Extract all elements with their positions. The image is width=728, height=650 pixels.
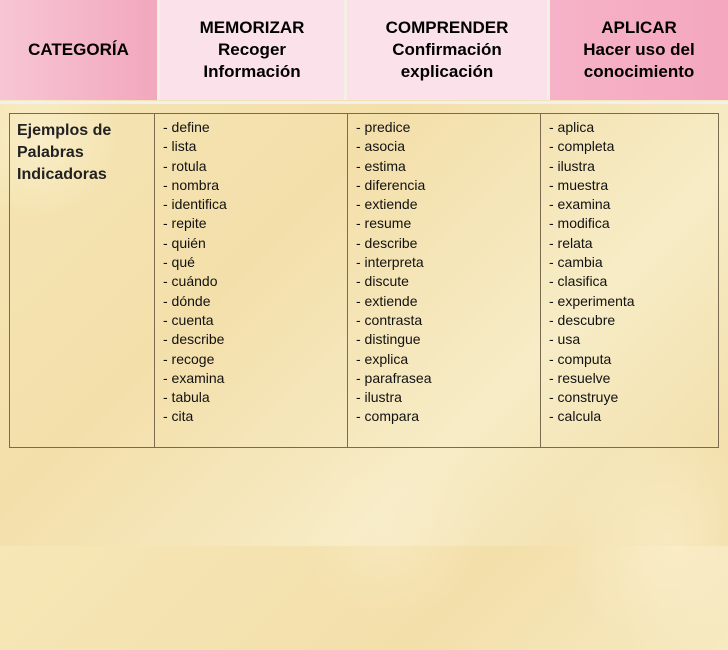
word-item: - relata (549, 234, 593, 251)
header-memorizar-sub1: Recoger (217, 40, 287, 59)
word-item: - identifica (163, 196, 227, 213)
header-comprender-sub1: Confirmación (392, 40, 502, 59)
word-item: - nombra (163, 176, 220, 193)
word-item: - clasifica (549, 273, 608, 290)
header-comprender-title: COMPRENDER (385, 18, 509, 37)
memorizar-cell (155, 114, 348, 447)
word-item: - repite (163, 215, 207, 232)
header-memorizar-sub2: Información (203, 62, 301, 81)
background-flower (300, 440, 480, 620)
word-item: - parafrasea (356, 369, 432, 386)
header-row (0, 0, 728, 103)
header-aplicar (550, 0, 728, 100)
word-item: - ilustra (549, 157, 595, 174)
background-flower (560, 430, 728, 650)
word-item: - describe (356, 234, 418, 251)
word-item: - examina (163, 369, 225, 386)
word-item: - ilustra (356, 389, 402, 406)
word-item: - describe (163, 331, 225, 348)
word-item: - usa (549, 331, 581, 348)
row-label-cell (10, 114, 155, 447)
word-item: - aplica (549, 119, 595, 135)
header-comprender (347, 0, 547, 100)
header-memorizar (160, 0, 344, 100)
comprender-word-list (356, 118, 431, 427)
word-item: - quién (163, 234, 206, 251)
header-aplicar-sub2: conocimiento (583, 62, 695, 81)
word-item: - distingue (356, 331, 421, 348)
header-category-label: CATEGORÍA (28, 40, 129, 59)
header-separator (0, 101, 728, 104)
memorizar-word-list (163, 118, 227, 427)
word-item: - construye (549, 389, 619, 406)
word-item: - resume (356, 215, 412, 232)
word-item: - dónde (163, 292, 211, 309)
comprender-cell (348, 114, 541, 447)
word-item: - contrasta (356, 311, 423, 328)
header-memorizar-title: MEMORIZAR (199, 18, 305, 37)
header-aplicar-title: APLICAR (601, 18, 677, 37)
word-item: - estima (356, 157, 406, 174)
word-item: - modifica (549, 215, 610, 232)
word-item: - extiende (356, 292, 418, 309)
word-item: - lista (163, 138, 197, 155)
row-label (17, 120, 152, 186)
word-item: - descubre (549, 311, 616, 328)
word-item: - rotula (163, 157, 207, 174)
header-comprender-sub2: explicación (400, 62, 494, 81)
word-item: - cita (163, 408, 194, 425)
row-label-line: Palabras (17, 144, 84, 161)
word-item: - diferencia (356, 176, 426, 193)
aplicar-cell (541, 114, 718, 447)
word-item: - extiende (356, 196, 418, 213)
row-label-line: Indicadoras (17, 166, 107, 183)
keywords-table (9, 113, 719, 448)
word-item: - recoge (163, 350, 215, 367)
word-item: - examina (549, 196, 611, 213)
word-item: - interpreta (356, 254, 424, 271)
word-item: - muestra (549, 176, 609, 193)
word-item: - define (163, 119, 210, 135)
word-item: - qué (163, 254, 195, 271)
word-item: - predice (356, 119, 411, 135)
word-item: - discute (356, 273, 409, 290)
word-item: - asocia (356, 138, 406, 155)
word-item: - calcula (549, 408, 602, 425)
header-category (0, 0, 157, 100)
word-item: - cambia (549, 254, 603, 271)
word-item: - completa (549, 138, 615, 155)
row-label-line: Ejemplos de (17, 122, 112, 139)
word-item: - cuenta (163, 311, 214, 328)
word-item: - tabula (163, 389, 210, 406)
word-item: - experimenta (549, 292, 635, 309)
word-item: - compara (356, 408, 420, 425)
header-aplicar-sub1: Hacer uso del (583, 40, 695, 59)
word-item: - explica (356, 350, 409, 367)
word-item: - computa (549, 350, 612, 367)
word-item: - resuelve (549, 369, 611, 386)
aplicar-word-list (549, 118, 635, 427)
word-item: - cuándo (163, 273, 218, 290)
